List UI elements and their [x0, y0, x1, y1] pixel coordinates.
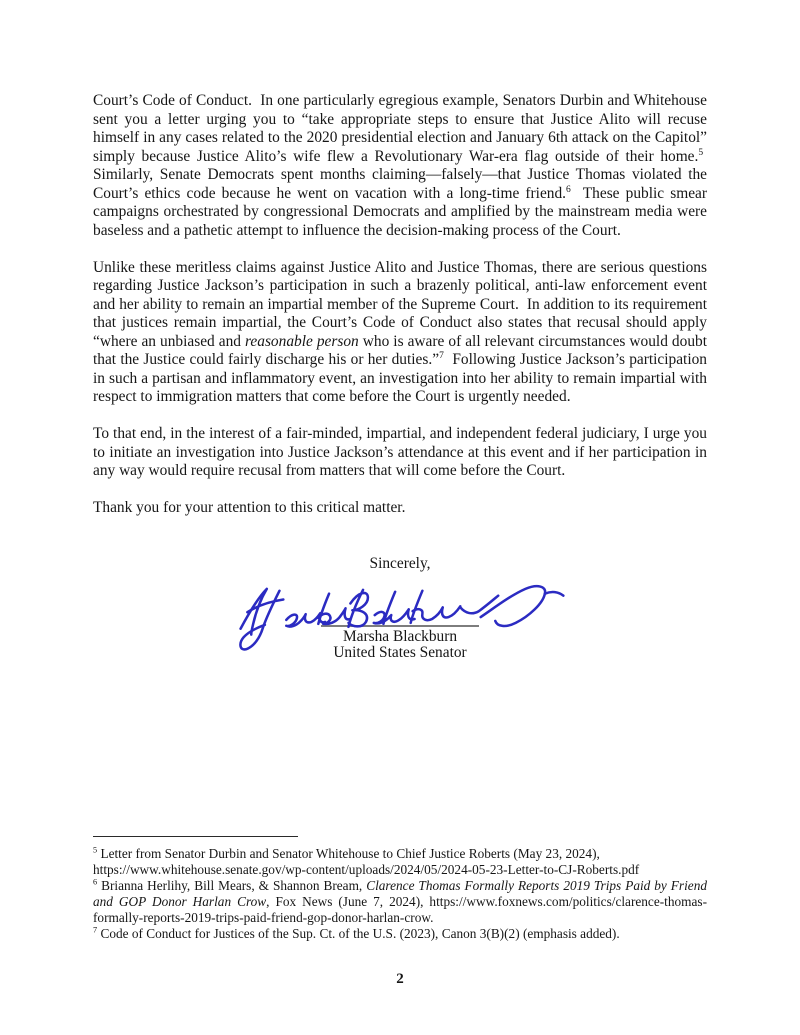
handwritten-signature [0, 573, 800, 625]
letter-body [93, 92, 707, 536]
signatory-title: United States Senator [333, 643, 467, 661]
signatory-name: Marsha Blackburn [342, 628, 458, 645]
signature-ink-strokes [230, 584, 570, 654]
body-paragraph-1: Court’s Code of Conduct. In one particularly egregious example, Senators Durbin and Whitehouse sent you a letter urging you to “take appropriate steps to ensure that Justice Alito will recuse himself in any cases related to the 2020 presidential election and January 6th attack on the Capitol” simply because Justice Alito’s wife flew a Revolutionary War-era flag outside of their home.$^5$ Similarly, Senate Democrats spent months claiming—falsely—that Justice Thomas violated the Court’s ethics code because he went on vacation with a long-time friend.$^6$ These public smear campaigns orchestrated by congressional Democrats and amplified by the mainstream media were baseless and a pathetic attempt to influence the decision-making process of the Court. [93, 92, 707, 239]
footnote-separator [93, 836, 298, 837]
body-paragraph-3: To that end, in the interest of a fair-minded, impartial, and independent federal judiciary, I urge you to initiate an investigation into Justice Jackson’s attendance at this event and if her participation in any way would require recusal from matters that will come before the Court. [93, 425, 707, 479]
body-paragraph-2: Unlike these meritless claims against Justice Alito and Justice Thomas, there are serious questions regarding Justice Jackson’s participation in such a brazenly political, anti-law enforcement event and her ability to remain an impartial member of the Supreme Court. In addition to its requirement that justices remain impartial, the Court’s Code of Conduct also states that recusal should apply “where an unbiased and reasonable person who is aware of all relevant circumstances would doubt that the Justice could fairly discharge his or her duties.”$^7$ Following Justice Jackson’s participation in such a partisan and inflammatory event, an investigation into her ability to remain impartial with respect to immigration matters that come before the Court is urgently needed. [93, 258, 707, 405]
footnote-5: $^5$ Letter from Senator Durbin and Senator Whitehouse to Chief Justice Roberts (May 23, 2024), https://www.whitehouse.senate.gov/wp-content/uploads/2024/05/2024-05-23-Letter-to-CJ-Roberts.pdf [93, 845, 640, 877]
footnote-6: $^6$ Brianna Herlihy, Bill Mears, & Shannon Bream, Clarence Thomas Formally Reports 2019 Trips Paid by Friend and GOP Donor Harlan Crow, Fox News (June 7, 2024), https://www.foxnews.com/politics/clarence-thomas-formally-reports-2019-trips-paid-friend-gop-donor-harlan-crow. [93, 877, 707, 925]
footnote-7: $^7$ Code of Conduct for Justices of the Sup. Ct. of the U.S. (2023), Canon 3(B)(2) (emphasis added). [93, 925, 620, 941]
signature-block [0, 554, 800, 660]
body-paragraph-4: Thank you for your attention to this critical matter. [93, 499, 406, 516]
page-number: 2 [396, 971, 404, 987]
footnotes-section [93, 834, 707, 942]
closing-salutation: Sincerely, [369, 555, 431, 572]
